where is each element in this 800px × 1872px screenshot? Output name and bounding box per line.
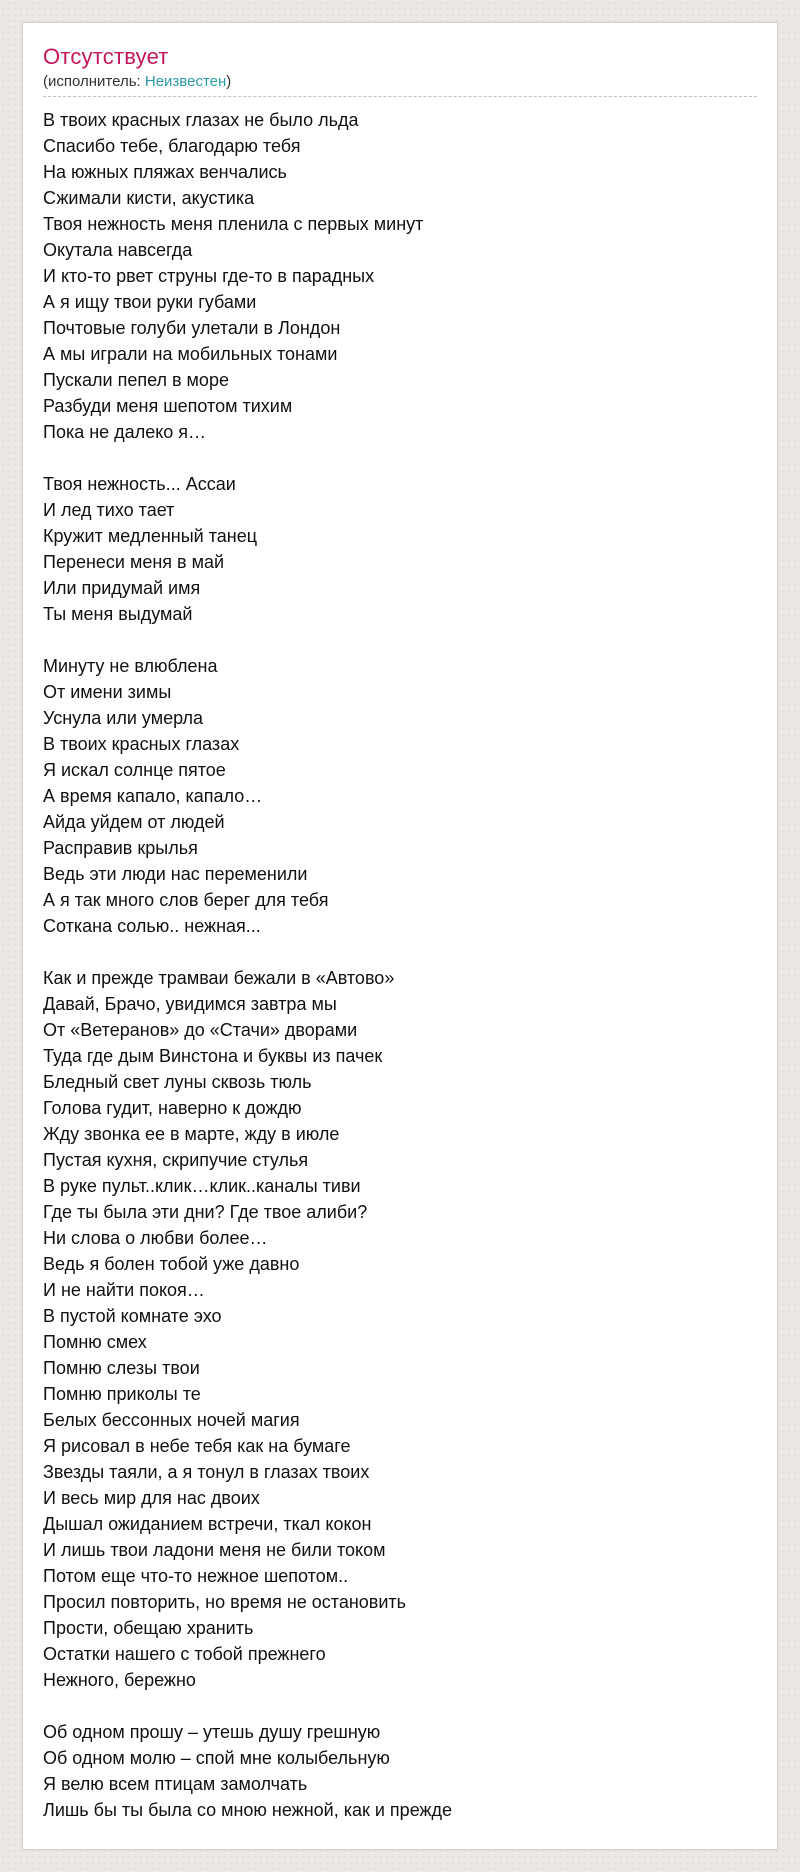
artist-prefix: (исполнитель: — [43, 73, 145, 90]
song-title: Отсутствует — [43, 44, 169, 69]
lyrics-text: В твоих красных глазах не было льда Спасибо тебе, благодарю тебя На южных пляжах венчались Сжимали кисти, акустика Твоя нежность меня пленила с первых минут Окутала навсегда И кто-то рвет струны где-то в парадных А я ищу твои руки губами Почтовые голуби улетали в Лондон А мы играли на мобильных тонами Пускали пепел в море Разбуди меня шепотом тихим Пока не далеко я… Твоя нежность... Ассаи И лед тихо тает Кружит медленный танец Перенеси меня в май Или придумай имя Ты меня выдумай Минуту не влюблена От имени зимы Уснула или умерла В твоих красных глазах Я искал солнце пятое А время капало, капало… Айда уйдем от людей Расправив крылья Ведь эти люди нас переменили А я так много слов берег для тебя Соткана солью.. нежная... Как и прежде трамваи бежали в «Автово» Давай, Брачо, увидимся завтра мы От «Ветеранов» до «Стачи» дворами Туда где дым Винстона и буквы из пачек Бледный свет луны сквозь тюль Голова гудит, наверно к дождю Жду звонка ее в марте, жду в июле Пустая кухня, скрипучие стулья В руке пульт..клик…клик..каналы тиви Где ты была эти дни? Где твое алиби? Ни слова о любви более… Ведь я болен тобой уже давно И не найти покоя… В пустой комнате эхо Помню смех Помню слезы твои Помню приколы те Белых бессонных ночей магия Я рисовал в небе тебя как на бумаге Звезды таяли, а я тонул в глазах твоих И весь мир для нас двоих Дышал ожиданием встречи, ткал кокон И лишь твои ладони меня не били током Потом еще что-то нежное шепотом.. Просил повторить, но время не остановить Прости, обещаю хранить Остатки нашего с тобой прежнего Нежного, бережно Об одном прошу – утешь душу грешную Об одном молю – спой мне колыбельную Я велю всем птицам замолчать Лишь бы ты была со мною нежной, как и прежде — [43, 110, 453, 1820]
title-divider — [43, 96, 757, 97]
artist-suffix: ) — [226, 73, 232, 90]
artist-link[interactable]: Неизвестен — [144, 73, 227, 90]
artist-line — [43, 72, 757, 92]
lyrics-card — [22, 22, 778, 1850]
